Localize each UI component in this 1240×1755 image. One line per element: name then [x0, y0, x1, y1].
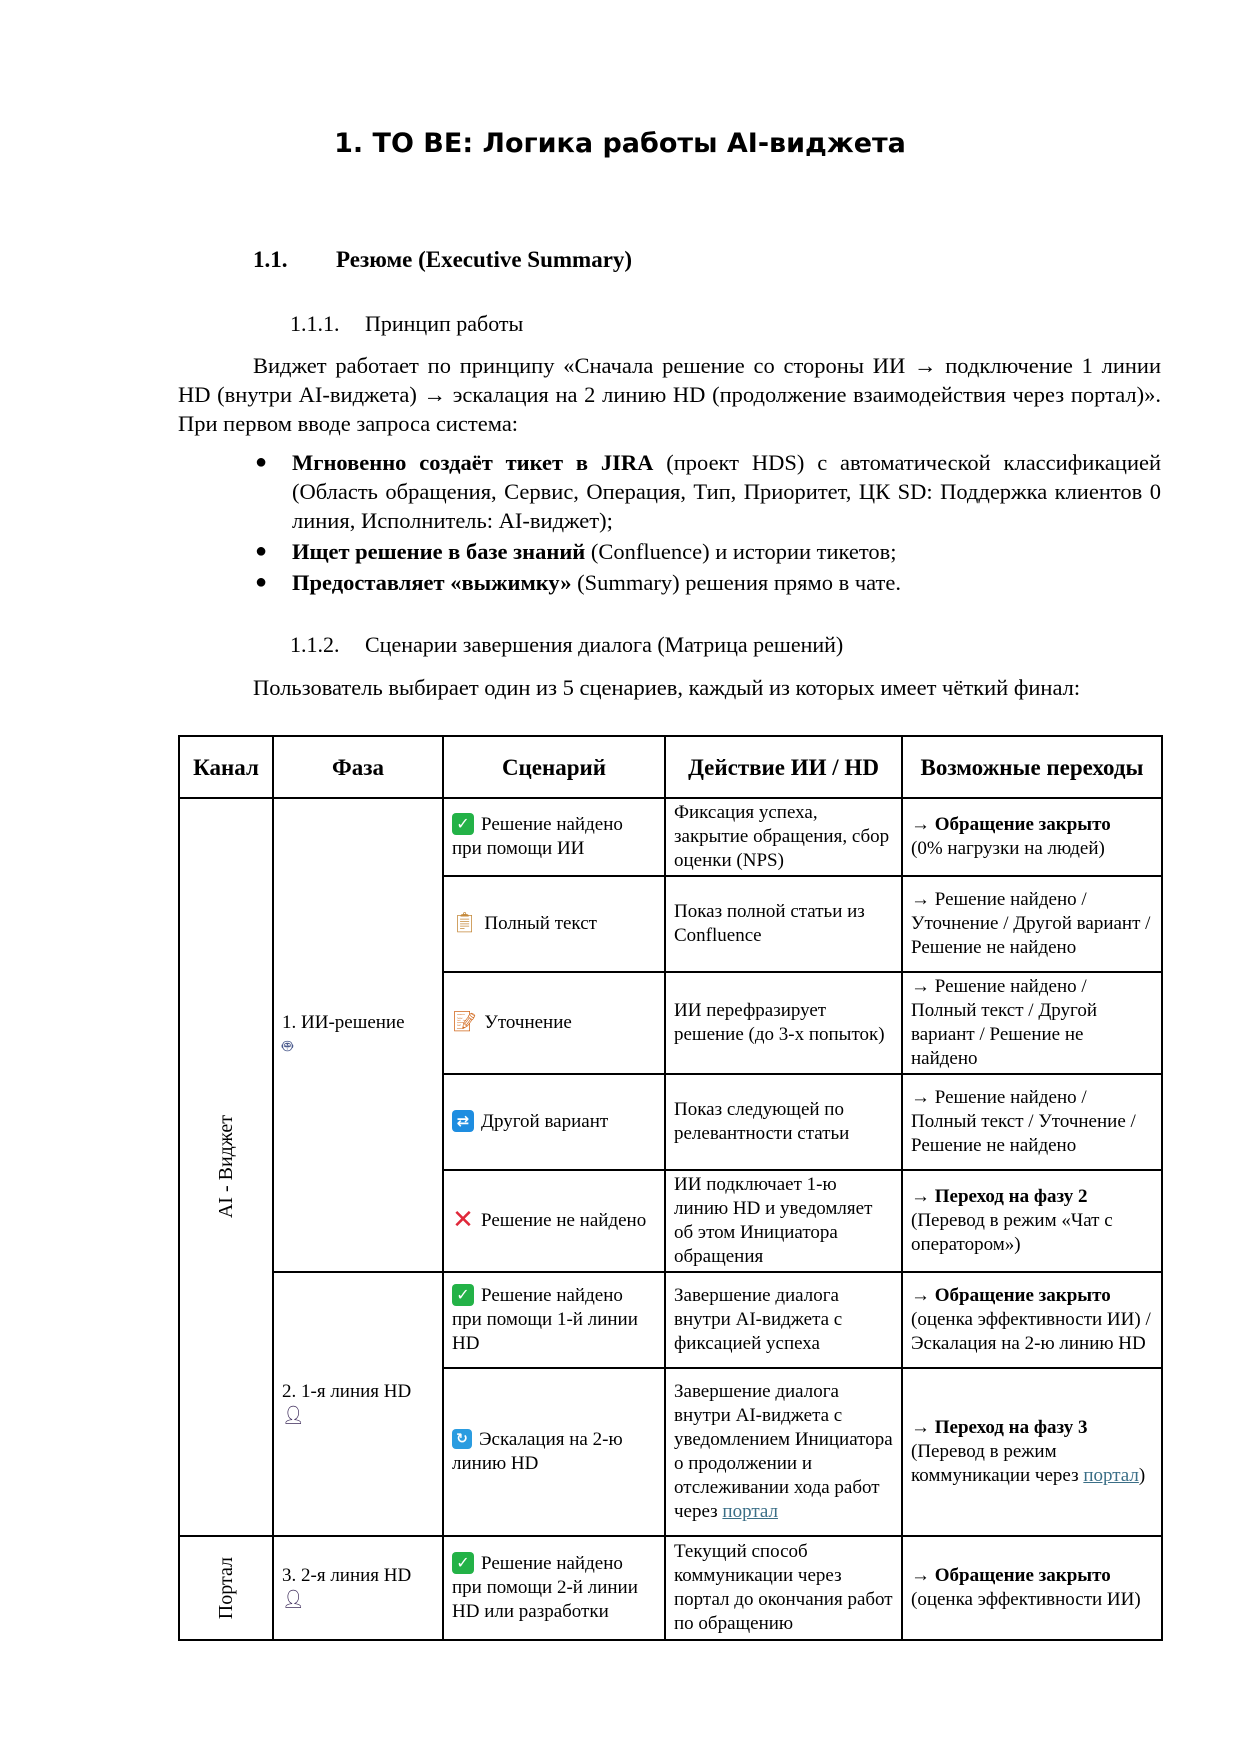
person-icon: 👤︎ [282, 1405, 305, 1426]
clipboard-icon: 📋︎ [452, 910, 478, 935]
scenario-cell: ⇄ Другой вариант [443, 1074, 665, 1170]
scenario-cell: ↻ Эскалация на 2-ю линию HD [443, 1368, 665, 1536]
subsection-title: Сценарии завершения диалога (Матрица решений) [365, 632, 844, 657]
scenario-cell: 📋︎ Полный текст [443, 876, 665, 972]
scenario-cell: ✓ Решение найдено при помощи 1-й линии HD [443, 1272, 665, 1368]
phase-cell-1: 1. ИИ-решение 🤖︎ [273, 798, 443, 1272]
intro-paragraph: Виджет работает по принципу «Сначала решение со стороны ИИ → подключение 1 линии HD (внутри AI-виджета) → эскалация на 2 линию HD (продолжение взаимодействия через портал)». При первом вводе запроса система: [178, 353, 1161, 436]
transition-cell: → Обращение закрыто (0% нагрузки на людей) [902, 798, 1162, 876]
channel-cell-widget: AI - Виджет [179, 798, 273, 1536]
section-title: Резюме (Executive Summary) [336, 247, 633, 272]
check-mark-icon: ✓ [452, 1552, 474, 1574]
column-header: Фаза [273, 736, 443, 798]
scenario-cell: ✓ Решение найдено при помощи ИИ [443, 798, 665, 876]
bullet-list [252, 448, 1161, 599]
portal-link[interactable]: портал [1083, 1465, 1139, 1486]
action-cell: Показ полной статьи из Confluence [665, 876, 902, 972]
check-mark-icon: ✓ [452, 1284, 474, 1306]
subsection-heading-principle [290, 311, 523, 337]
action-cell: Показ следующей по релевантности статьи [665, 1074, 902, 1170]
list-item: ● Мгновенно создаёт тикет в JIRA (проект HDS) с автоматической классификацией (Область обращения, Сервис, Операция, Тип, Приоритет, ЦК SD: Поддержка клиентов 0 линия, Исполнитель: AI-виджет); [255, 450, 1162, 533]
table-header-row [179, 736, 1162, 798]
decision-matrix-table [178, 735, 1163, 1641]
transition-cell: → Решение найдено / Уточнение / Другой вариант / Решение не найдено [902, 876, 1162, 972]
transition-cell: → Переход на фазу 3 (Перевод в режим коммуникации через портал) [902, 1368, 1162, 1536]
refresh-arrows-icon: ↻ [452, 1429, 472, 1449]
cross-mark-icon: ✕ [452, 1204, 474, 1235]
subsection-heading-scenarios [290, 632, 843, 658]
action-cell: Завершение диалога внутри AI-виджета с фиксацией успеха [665, 1272, 902, 1368]
check-mark-icon: ✓ [452, 813, 474, 835]
phase-cell-3: 3. 2-я линия HD 👤︎ [273, 1536, 443, 1640]
scenario-cell: 📝︎ Уточнение [443, 972, 665, 1074]
phase-cell-2: 2. 1-я линия HD 👤︎ [273, 1272, 443, 1536]
subsection-title: Принцип работы [365, 311, 524, 336]
section-number: 1.1. [253, 247, 288, 272]
action-cell: Завершение диалога внутри AI-виджета с уведомлением Инициатора о продолжении и отслеживании хода работ через портал [665, 1368, 902, 1536]
column-header: Канал [179, 736, 273, 798]
transition-cell: → Переход на фазу 2 (Перевод в режим «Чат с оператором») [902, 1170, 1162, 1272]
transition-cell: → Обращение закрыто (оценка эффективности ИИ) [902, 1536, 1162, 1640]
transition-cell: → Решение найдено / Полный текст / Уточнение / Решение не найдено [902, 1074, 1162, 1170]
action-cell: ИИ подключает 1-ю линию HD и уведомляет об этом Инициатора обращения [665, 1170, 902, 1272]
action-cell: Текущий способ коммуникации через портал до окончания работ по обращению [665, 1536, 902, 1640]
column-header: Сценарий [443, 736, 665, 798]
list-item: ● Ищет решение в базе знаний (Confluence) и истории тикетов; [255, 539, 897, 564]
page-title: 1. TO BE: Логика работы AI-виджета [334, 128, 906, 159]
table-row [179, 1536, 1162, 1640]
column-header: Действие ИИ / HD [665, 736, 902, 798]
scenarios-intro: Пользователь выбирает один из 5 сценариев, каждый из которых имеет чёткий финал: [253, 675, 1081, 700]
table-row [179, 798, 1162, 876]
subsection-number: 1.1.2. [290, 632, 340, 657]
list-item: ● Предоставляет «выжимку» (Summary) решения прямо в чате. [255, 570, 902, 595]
scenario-cell: ✕ Решение не найдено [443, 1170, 665, 1272]
column-header: Возможные переходы [902, 736, 1162, 798]
robot-icon: 🤖︎ [282, 1036, 293, 1057]
action-cell: Фиксация успеха, закрытие обращения, сбор оценки (NPS) [665, 798, 902, 876]
repeat-arrows-icon: ⇄ [452, 1110, 474, 1132]
bullet-icon: ● [255, 540, 268, 562]
person-icon: 👤︎ [282, 1589, 305, 1610]
subsection-number: 1.1.1. [290, 311, 340, 336]
section-heading [253, 247, 632, 273]
table-row [179, 1272, 1162, 1368]
channel-cell-portal: Портал [179, 1536, 273, 1640]
bullet-icon: ● [255, 451, 268, 473]
bullet-icon: ● [255, 571, 268, 593]
scenario-cell: ✓ Решение найдено при помощи 2-й линии HD или разработки [443, 1536, 665, 1640]
transition-cell: → Решение найдено / Полный текст / Другой вариант / Решение не найдено [902, 972, 1162, 1074]
portal-link[interactable]: портал [722, 1501, 778, 1522]
memo-pencil-icon: 📝︎ [452, 1009, 478, 1034]
action-cell: ИИ перефразирует решение (до 3-х попыток) [665, 972, 902, 1074]
transition-cell: → Обращение закрыто (оценка эффективности ИИ) / Эскалация на 2-ю линию HD [902, 1272, 1162, 1368]
